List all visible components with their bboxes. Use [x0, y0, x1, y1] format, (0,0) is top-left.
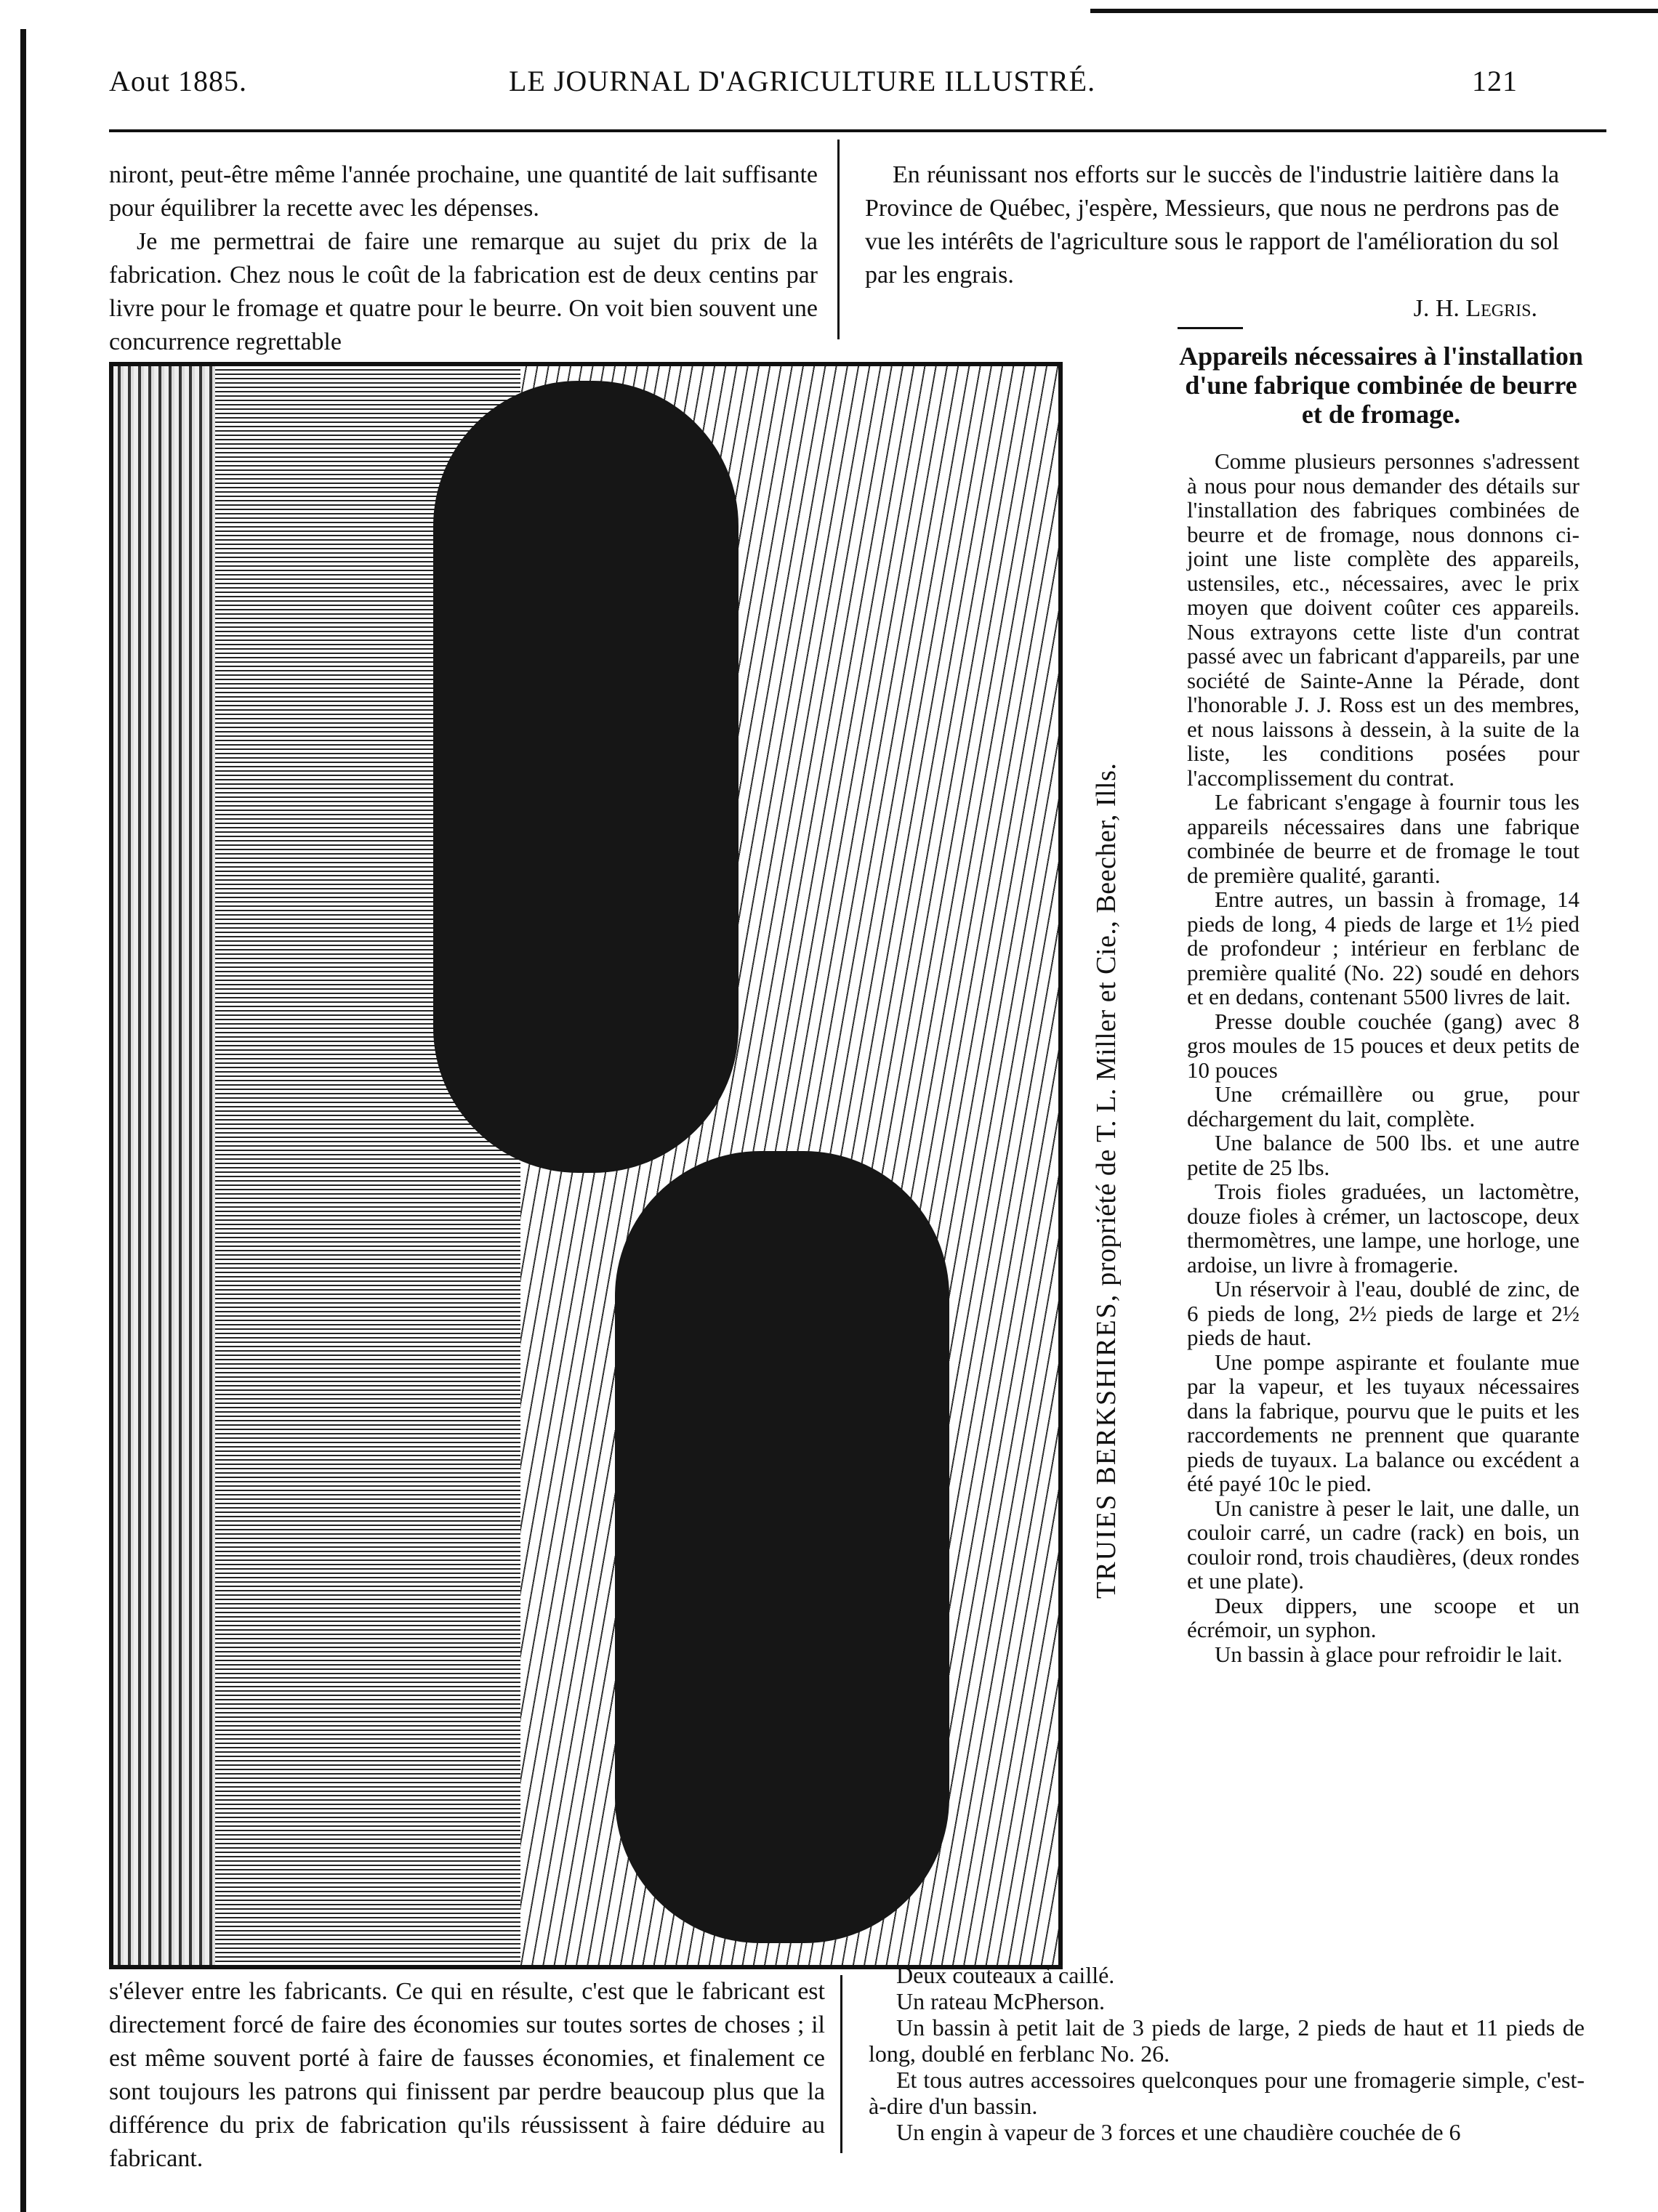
figure-caption: [1090, 436, 1122, 1599]
paragraph: Comme plusieurs personnes s'adressent à nous pour nous demander des détails sur l'installation des fabriques combinées de beurre et de fromage, nous donnons ci-joint une liste complète des appareils, ustensiles, etc., nécessaires, avec le prix moyen que doivent coûter ces appareils. Nous extrayons cette liste d'un contrat passé avec un fabricant d'appareils, par une société de Sainte-Anne la Pérade, dont l'honorable J. J. Ross est un des membres, et nous laissons à dessein, à la suite de la liste, les conditions posées pour l'accomplissement du contrat.: [1187, 448, 1579, 791]
engraving-illustration: [109, 362, 1063, 1969]
berkshire-sow-upper: [433, 381, 739, 1173]
article-column: [1187, 449, 1579, 1666]
page-number: 121: [1472, 65, 1518, 97]
top-page-rule: [1090, 9, 1658, 13]
list-item: Et tous autres accessoires quelconques pour une fromagerie simple, c'est-à-dire d'un bassin.: [869, 2067, 1585, 2119]
paragraph: niront, peut-être même l'année prochaine, une quantité de lait suffisante pour équilibrer la recette avec les dépenses.: [109, 161, 818, 222]
paragraph: Un canistre à peser le lait, une dalle, un couloir carré, un cadre (rack) en bois, un couloir rond, trois chaudières, (deux rondes et une plate).: [1187, 1495, 1579, 1594]
paragraph: s'élever entre les fabricants. Ce qui en résulte, c'est que le fabricant est directement forcé de faire des économies sur toutes sortes de choses ; il est même souvent porté à faire de fausses économies, et finalement ce sont toujours les patrons qui finissent par perdre beaucoup plus que la différence du prix de fabrication qu'ils réussissent à faire déduire au fabricant.: [109, 1978, 825, 2172]
left-page-border: [20, 29, 26, 2212]
list-item: Un engin à vapeur de 3 forces et une chaudière couchée de 6: [896, 2119, 1461, 2145]
list-item: Un bassin à petit lait de 3 pieds de large, 2 pieds de haut et 11 pieds de long, doublé en ferblanc No. 26.: [869, 2014, 1585, 2067]
paragraph: Une pompe aspirante et foulante mue par la vapeur, et les tuyaux nécessaires dans la fabrique, pourvu que le puits et les raccordements ne prennent que quarante pieds de tuyaux. La balance ou excédent a été payé 10c le pied.: [1187, 1349, 1579, 1496]
fence-texture: [113, 366, 215, 1965]
list-item: Un rateau McPherson.: [896, 1988, 1106, 2014]
paragraph: Une balance de 500 lbs. et une autre petite de 25 lbs.: [1187, 1130, 1579, 1180]
bottom-column-divider: [840, 1975, 842, 2153]
bottom-right-column: [869, 1962, 1585, 2145]
paragraph: Je me permettrai de faire une remarque au sujet du prix de la fabrication. Chez nous le coût de la fabrication est de deux centins par livre pour le fromage et quatre pour le beurre. On voit bien souvent une concurrence regrettable: [109, 228, 818, 355]
paragraph: Deux dippers, une scoope et un écrémoir, un syphon.: [1187, 1592, 1579, 1642]
article-title-block: [1178, 342, 1585, 429]
paragraph: Trois fioles graduées, un lactomètre, douze fioles à crémer, un lactoscope, deux thermomètres, une lampe, une horloge, une ardoise, un livre à fromagerie.: [1187, 1179, 1579, 1277]
paragraph: Le fabricant s'engage à fournir tous les appareils nécessaires dans une fabrique combinée de beurre et de fromage le tout de première qualité, garanti.: [1187, 789, 1579, 888]
list-item: Deux couteaux à caillé.: [896, 1962, 1115, 1988]
caption-owner: propriété de T. L. Miller et Cie., Beecher, Ills.: [1091, 762, 1122, 1286]
article-separator: [1178, 327, 1243, 329]
author-signature: J. H. Legris.: [1413, 295, 1537, 322]
top-column-divider: [837, 140, 840, 339]
paragraph: Entre autres, un bassin à fromage, 14 pieds de long, 4 pieds de large et 1½ pied de profondeur ; intérieur en ferblanc de première qualité (No. 22) soudé en dehors et en dedans, contenant 5500 livres de lait.: [1187, 887, 1579, 1009]
berkshire-sow-lower: [615, 1151, 949, 1943]
paragraph: En réunissant nos efforts sur le succès de l'industrie laitière dans la Province de Québec, j'espère, Messieurs, que nous ne perdrons pas de vue les intérêts de l'agriculture sous le rapport de l'amélioration du sol par les engrais.: [865, 161, 1559, 288]
header-rule: [109, 129, 1606, 132]
paragraph: Un réservoir à l'eau, doublé de zinc, de 6 pieds de long, 2½ pieds de large et 2½ pieds de haut.: [1187, 1276, 1579, 1350]
paragraph: Une crémaillère ou grue, pour déchargement du lait, complète.: [1187, 1081, 1579, 1131]
top-left-column: [109, 158, 818, 359]
top-right-column: [865, 158, 1559, 326]
caption-title: TRUIES BERKSHIRES,: [1091, 1293, 1122, 1599]
header-date: Aout 1885.: [109, 65, 247, 97]
bottom-left-column: [109, 1975, 825, 2176]
article-title: Appareils nécessaires à l'installation d'une fabrique combinée de beurre et de fromage.: [1179, 342, 1583, 429]
header-journal-title: LE JOURNAL D'AGRICULTURE ILLUSTRÉ.: [509, 65, 1096, 97]
paragraph: Un bassin à glace pour refroidir le lait.: [1215, 1641, 1563, 1667]
paragraph: Presse double couchée (gang) avec 8 gros moules de 15 pouces et deux petits de 10 pouces: [1187, 1008, 1579, 1083]
